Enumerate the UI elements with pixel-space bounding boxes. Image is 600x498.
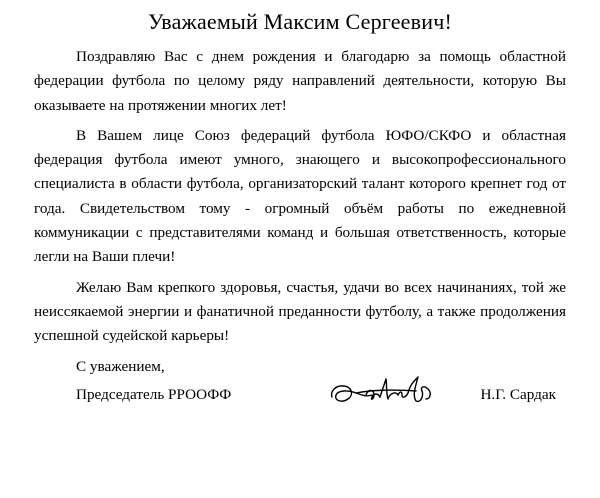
letter bbox=[34, 0, 566, 411]
signer-position: Председатель РРООФФ bbox=[76, 385, 232, 403]
closing-block bbox=[34, 355, 566, 411]
closing-regards: С уважением, bbox=[76, 357, 165, 375]
salutation: Уважаемый Максим Сергеевич! bbox=[147, 9, 452, 34]
paragraph-congratulations: Поздравляю Вас с днем рождения и благодарю за помощь областной федерации футбола по целому ряду направлений деятельности, которую Вы оказываете на протяжении многих лет! bbox=[34, 48, 566, 114]
handwritten-signature bbox=[326, 371, 444, 411]
paragraph-appreciation: В Вашем лице Союз федераций футбола ЮФО/СКФО и областная федерация футбола имеют умного, знающего и высокопрофессионального специалиста в области футбола, организаторский талант которого крепнет год от года. Свидетельством тому - огромный объём работы по ежедневной коммуникации с представителями команд и большая ответственность, которые легли на Ваши плечи! bbox=[34, 126, 566, 266]
paragraph-wishes: Желаю Вам крепкого здоровья, счастья, удачи во всех начинаниях, той же неиссякаемой энергии и фанатичной преданности футболу, а также продолжения успешной судейской карьеры! bbox=[34, 278, 566, 345]
signer-name: Н.Г. Сардак bbox=[480, 385, 556, 403]
